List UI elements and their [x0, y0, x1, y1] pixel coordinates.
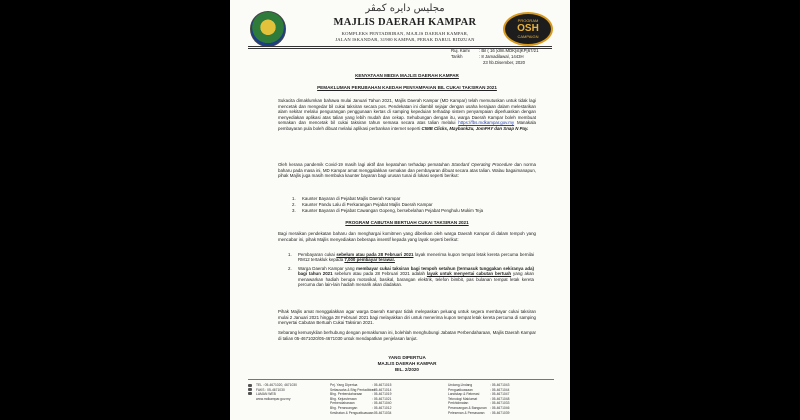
- dept-name: Perkhidmatan: [448, 401, 469, 406]
- osh-campaign-logo: [503, 12, 553, 46]
- footer-contacts: [256, 383, 297, 401]
- dept-phone: : 05-4671048: [490, 396, 510, 401]
- signature-block: [278, 355, 536, 373]
- dept-phone: : 05-4671034: [372, 410, 392, 415]
- p2-text-a: Oleh kerana pandemik Covid-19 masih lagi aktif dan kepatuhan terhadap pematuhan: [278, 162, 450, 167]
- reference-block: [451, 48, 538, 66]
- globe-icon: [248, 392, 252, 395]
- document-subtitle: PEMAKLUMAN PERUBAHAN KAEDAH PENYAMPAIAN BIL CUKAI TAKSIRAN 2021: [317, 85, 497, 90]
- jawi-heading: مجليس دايرە كمڤر: [365, 3, 445, 14]
- i1-d: 7,000 pembayar terawal.: [344, 257, 395, 263]
- council-crest-logo: [250, 11, 286, 47]
- dept-name: Penguatkuasaan: [448, 387, 473, 392]
- dept-name: Teknologi Maklumat: [448, 396, 478, 401]
- fax-icon: [248, 388, 252, 391]
- dept-name: Pej. Yang Dipertua: [330, 383, 358, 387]
- dept-name: Kesihatan & Penguatkuasaan: [330, 410, 374, 415]
- i2-c: sebelum atau pada 28 Februari 2021: [334, 271, 410, 277]
- list-number: 2.: [292, 202, 296, 207]
- organization-name: MAJLIS DAERAH KAMPAR: [333, 17, 477, 28]
- date-hijri: : 8 Jamadilawal, 1443H: [479, 54, 524, 59]
- i1-a: Pembayaran cukai: [298, 252, 335, 257]
- footer-rule: [248, 379, 554, 380]
- dept-name: Undang-Undang: [448, 383, 473, 387]
- letterhead-rule: [248, 46, 552, 47]
- dept-phone: : 05-4671046: [490, 405, 510, 410]
- dept-name: Perbendaharaan: [330, 401, 355, 406]
- dept-phone: : 05-4671021: [372, 396, 392, 401]
- signature-line-3: BIL. 2/2020: [394, 367, 419, 372]
- document-title: KENYATAAN MEDIA MAJLIS DAERAH KAMPAR: [355, 73, 459, 78]
- dept-phone: : 05-4671047: [490, 392, 510, 397]
- p1-text: Sukacita dimaklumkan bahawa mulai Januari Tahun 2021, Majlis Daerah Kampar (MD Kampar) telah memutuskan untuk tidak lagi mencetak dan mengedar bil cukai taksiran secara pos. Pendekatan ini diambil sejajar dengan usaha kerajaan dalam melestarikan alam sekitar melalui pengurangan penggunaan kertas di samping kepeduian terhadap sistem penyampaian diperluaskan dengan menyediakan aplikasi atas talian yang lebih mudah dan cekap. Sehubungan dengan itu, warga Daerah Kampar boleh membuat semakan dan mencetak bil cukai taksiran tahun semasa secara atas talian melalui: [278, 98, 536, 126]
- incentive-text: [298, 266, 534, 288]
- dept-name: Setiausaha & Bhg Pentadbiran: [330, 387, 376, 392]
- badge-main-text: OSH: [517, 23, 539, 34]
- paragraph-1: [278, 98, 536, 132]
- dept-phone: : 05-4671014: [372, 387, 392, 392]
- dept-phone: : 05-4671012: [372, 405, 392, 410]
- i2-e: layak untuk menyertai cabutan bertuah: [426, 271, 512, 277]
- counter-list: [292, 196, 532, 214]
- paragraph-5: Sebarang kemusykilan berhubung dengan pemakluman ini, bolehlah menghubungi Jabatan Perbendaharaan, Majlis Daerah Kampar di talian 05-4671020/05-4671030 untuk mendapatkan penjelasan lanjut.: [278, 330, 536, 341]
- list-number: 3.: [292, 208, 296, 213]
- paragraph-2: [278, 162, 536, 179]
- address-line-1: KOMPLEKS PENTADBIRAN, MAJLIS DAERAH KAMPAR,: [341, 31, 469, 36]
- address-line-2: JALAN ISKANDAR, 31900 KAMPAR, PERAK DARUL RIDZUAN: [335, 37, 475, 42]
- dept-phone: : 05-4671044: [490, 387, 510, 392]
- footer-directory-1: [330, 383, 391, 415]
- document-page: [230, 0, 570, 420]
- incentive-item: [288, 252, 534, 263]
- paragraph-4: Pihak Majlis amat menggalakkan agar warga Daerah Kampar tidak melepaskan peluang untuk segera membayar cukai taksiran mulai 2 Januari 2021 hingga 28 Februari 2021 bagi melayakkan diri untuk menerima kupon tempat letak kereta percuma di samping menyertai Cabutan Bertuah Cukai Taksiran 2021.: [278, 309, 536, 326]
- footer-fax: FAKS : 05-4671030: [256, 387, 285, 392]
- dept-phone: : 05-4671039: [490, 410, 510, 415]
- signature-line-2: MAJLIS DAERAH KAMPAR: [377, 361, 437, 366]
- date-key: Tarikh: [451, 54, 463, 59]
- list-item: [292, 208, 532, 214]
- badge-bottom-text: CAMPAIGN: [517, 34, 539, 39]
- incentive-item: [288, 266, 534, 288]
- p2-sop: Standard Operating Procedure: [451, 162, 513, 167]
- dept-name: Pelesenan & Pemasaran: [448, 410, 485, 415]
- incentive-number: 1.: [288, 252, 292, 257]
- p1-tail: Manakala pembayaran pula boleh dibuat melalui aplikasi perbankan internet seperti: [278, 120, 536, 131]
- i1-b: sebelum atau pada 28 Februari 2021: [336, 252, 414, 257]
- badge-top-text: PROGRAM: [517, 18, 539, 23]
- ref-key: Ruj. Kami: [451, 48, 470, 53]
- footer-tel: TEL : 05-4671020, 4671030: [256, 383, 297, 387]
- list-text: Kaunter Bayaran di Pejabat Cawangan Gopeng, bersebelahan Pejabat Penghulu Mukim Teja: [302, 208, 484, 213]
- date-gregorian: 23 hb.Disember, 2020: [483, 60, 526, 65]
- dept-name: Bhg. Kejuruteraan: [330, 396, 357, 401]
- paragraph-3: Bagi meraikan pendekatan baharu dan menghargai komitmen yang diberikan oleh warga Daerah Kampar di dalam tempoh yang mencabar ini, pihak Majlis menyediakan beberapa insentif kepada yang layak seperti berikut:: [278, 231, 536, 242]
- incentive-text: [298, 252, 534, 263]
- list-text: Kaunter Pandu Lalu di Perkarangan Pejabat Majlis Daerah Kampar: [302, 202, 433, 207]
- dept-name: Bhg. Perancangan: [330, 405, 358, 410]
- i1-c: layak menerima kupon tempat letak kereta percuma bernilai RM12 tertakluk kepada: [298, 252, 534, 263]
- program-heading: PROGRAM CABUTAN BERTUAH CUKAI TAKSIRAN 2021: [345, 220, 469, 225]
- footer-directory-2: [448, 383, 509, 415]
- dept-phone: : 05-4671043: [490, 383, 510, 387]
- dept-name: Bhg. Perbendaharaan: [330, 392, 363, 397]
- p1-banks: CIMB Clicks, Maybank2u, JomPAY dan Snap N Pay.: [421, 125, 529, 131]
- phone-icon: [248, 384, 252, 387]
- footer-web-url[interactable]: www.mdkampar.gov.my: [256, 396, 291, 401]
- date-key-blank: [451, 60, 477, 66]
- i2-a: Warga Daerah Kampar yang: [298, 265, 355, 271]
- signature-line-1: YANG DIPERTUA: [388, 355, 426, 360]
- incentive-list: [288, 252, 534, 290]
- dept-name: Landskap & Rekreasi: [448, 392, 480, 397]
- p2-text-b: dan norma baharu pada masa ini, MD Kampar amat menggalakkan semakan dan pembayaran dibuat secara atas talian. Walau bagaimanapun, pihak Majlis juga masih membuka kaunter bayaran bagi urusan tunai di lokasi seperti berikut:: [278, 162, 536, 179]
- incentive-number: 2.: [288, 265, 292, 271]
- list-number: 1.: [292, 196, 296, 201]
- ref-value: : Bil ( 16 )dlm.MDK[st]KP[67/21: [479, 48, 539, 53]
- list-text: Kaunter Bayaran di Pejabat Majlis Daerah Kampar: [302, 196, 401, 201]
- dept-phone: : 05-4671019: [372, 392, 392, 397]
- i2-d: adalah: [411, 271, 425, 277]
- i2-f: yang akan menawarkan hadiah berupa motosikal, basikal, barangan elektrik, telefon bimbit, pas bulanan tempat letak kereta percuma dan lain-lain hadiah menarik akan diadakan.: [298, 271, 534, 288]
- i2-b: membayar cukai taksiran bagi tempoh setahun (termasuk tunggakan sekiranya ada) bagi tahun 2021: [298, 265, 534, 277]
- bill-portal-link[interactable]: https://fbs.mdkampar.gov.my: [458, 120, 515, 126]
- dept-phone: : 05-4671033: [490, 401, 510, 406]
- contact-icons: [248, 383, 254, 396]
- footer-web-label: LAMAN WEB: [256, 392, 276, 397]
- dept-name: Perancangan & Bangunan: [448, 405, 487, 410]
- dept-phone: : 05-4671015: [372, 383, 392, 387]
- dept-phone: : 05-4671040: [372, 401, 392, 406]
